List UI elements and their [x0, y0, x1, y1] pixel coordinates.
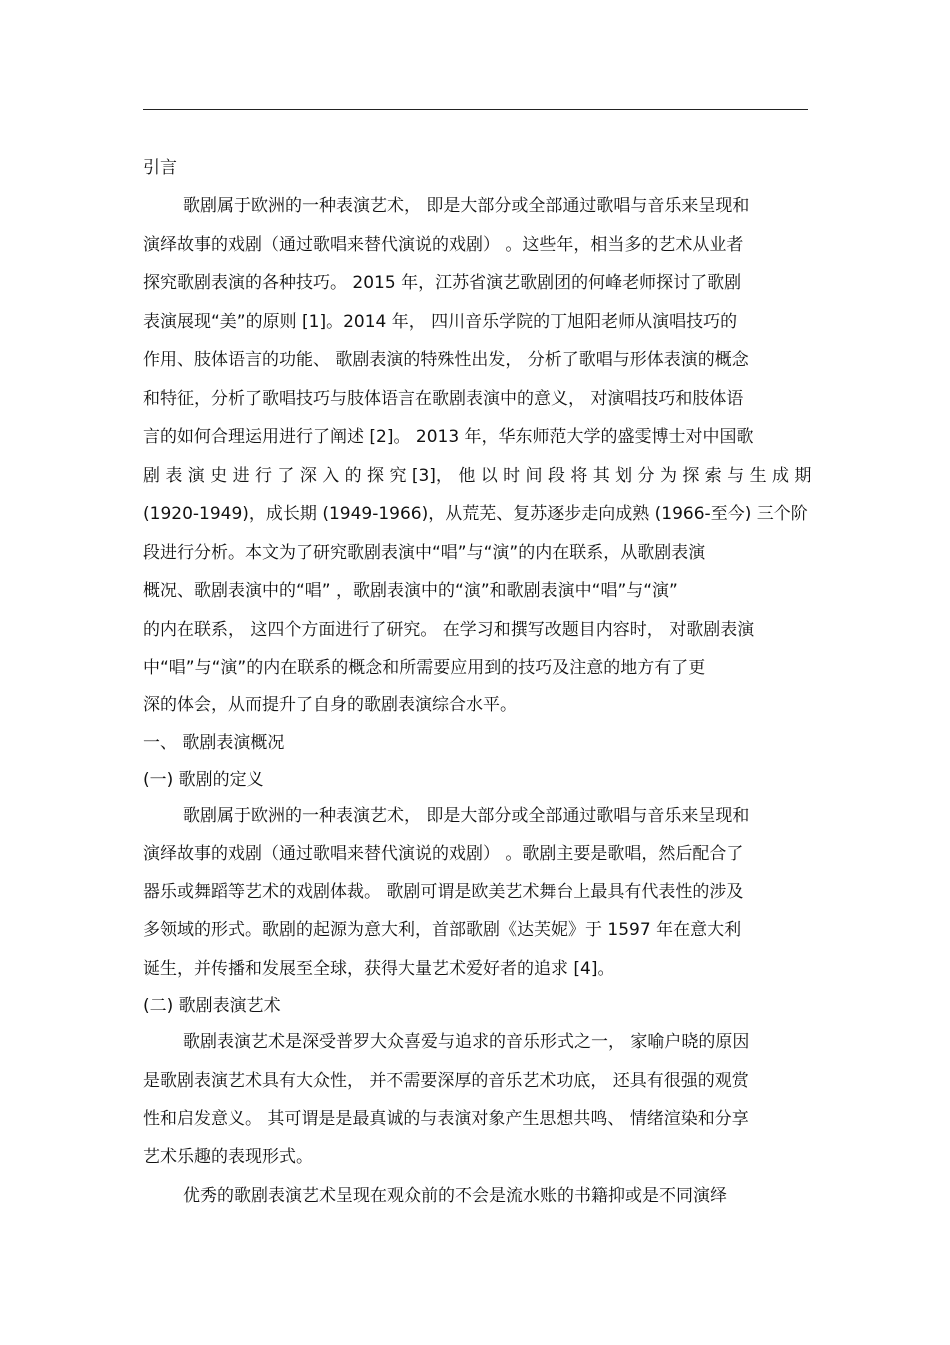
- paragraph-line: 诞生，并传播和发展至全球，获得大量艺术爱好者的追求 [4]。: [143, 959, 615, 979]
- paragraph-line: 艺术乐趣的表现形式。: [143, 1147, 313, 1167]
- paragraph-line: 表演展现“美”的原则 [1]。2014 年， 四川音乐学院的丁旭阳老师从演唱技巧的: [143, 312, 738, 332]
- paragraph-line: 多领域的形式。歌剧的起源为意大利，首部歌剧《达芙妮》于 1597 年在意大利: [143, 920, 742, 940]
- paragraph-line: 是歌剧表演艺术具有大众性， 并不需要深厚的音乐艺术功底， 还具有很强的观赏: [143, 1071, 749, 1091]
- section-heading-1: 一、 歌剧表演概况: [143, 733, 285, 753]
- paragraph-line: 概况、歌剧表演中的“唱” ，歌剧表演中的“演”和歌剧表演中“唱”与“演”: [143, 581, 678, 601]
- subsection-heading-1: (一) 歌剧的定义: [143, 770, 264, 790]
- paragraph-line: 中“唱”与“演”的内在联系的概念和所需要应用到的技巧及注意的地方有了更: [143, 658, 706, 678]
- paragraph-line: 的内在联系， 这四个方面进行了研究。 在学习和撰写改题目内容时， 对歌剧表演: [143, 620, 755, 640]
- section-heading-intro: 引言: [143, 158, 177, 178]
- paragraph-line: 性和启发意义。 其可谓是是最真诚的与表演对象产生思想共鸣、 情绪渲染和分享: [143, 1109, 749, 1129]
- paragraph-line: 歌剧属于欧洲的一种表演艺术， 即是大部分或全部通过歌唱与音乐来呈现和: [183, 806, 750, 826]
- paragraph-line: (1920-1949)，成长期 (1949-1966)，从荒芜、复苏逐步走向成熟 (1966-至今) 三个阶: [143, 504, 808, 524]
- paragraph-line: 段进行分析。本文为了研究歌剧表演中“唱”与“演”的内在联系，从歌剧表演: [143, 543, 706, 563]
- paragraph-line: 和特征，分析了歌唱技巧与肢体语言在歌剧表演中的意义， 对演唱技巧和肢体语: [143, 389, 744, 409]
- paragraph-line: 演绎故事的戏剧（通过歌唱来替代演说的戏剧） 。歌剧主要是歌唱，然后配合了: [143, 844, 744, 864]
- paragraph-line: 歌剧表演艺术是深受普罗大众喜爱与追求的音乐形式之一， 家喻户晓的原因: [183, 1032, 750, 1052]
- paragraph-line: 言的如何合理运用进行了阐述 [2]。 2013 年，华东师范大学的盛雯博士对中国歌: [143, 427, 754, 447]
- paragraph-line: 剧 表 演 史 进 行 了 深 入 的 探 究 [3]， 他 以 时 间 段 将 其 划 分 为 探 索 与 生 成 期: [143, 466, 812, 486]
- subsection-heading-2: (二) 歌剧表演艺术: [143, 996, 281, 1016]
- paragraph-line: 演绎故事的戏剧（通过歌唱来替代演说的戏剧） 。这些年，相当多的艺术从业者: [143, 235, 744, 255]
- paragraph-line: 优秀的歌剧表演艺术呈现在观众前的不会是流水账的书籍抑或是不同演绎: [183, 1186, 727, 1206]
- paragraph-line: 器乐或舞蹈等艺术的戏剧体裁。 歌剧可谓是欧美艺术舞台上最具有代表性的涉及: [143, 882, 744, 902]
- header-rule: [143, 109, 808, 110]
- paragraph-line: 歌剧属于欧洲的一种表演艺术， 即是大部分或全部通过歌唱与音乐来呈现和: [183, 196, 750, 216]
- paragraph-line: 探究歌剧表演的各种技巧。 2015 年，江苏省演艺歌剧团的何峰老师探讨了歌剧: [143, 273, 742, 293]
- paragraph-line: 深的体会，从而提升了自身的歌剧表演综合水平。: [143, 695, 517, 715]
- paragraph-line: 作用、肢体语言的功能、 歌剧表演的特殊性出发， 分析了歌唱与形体表演的概念: [143, 350, 749, 370]
